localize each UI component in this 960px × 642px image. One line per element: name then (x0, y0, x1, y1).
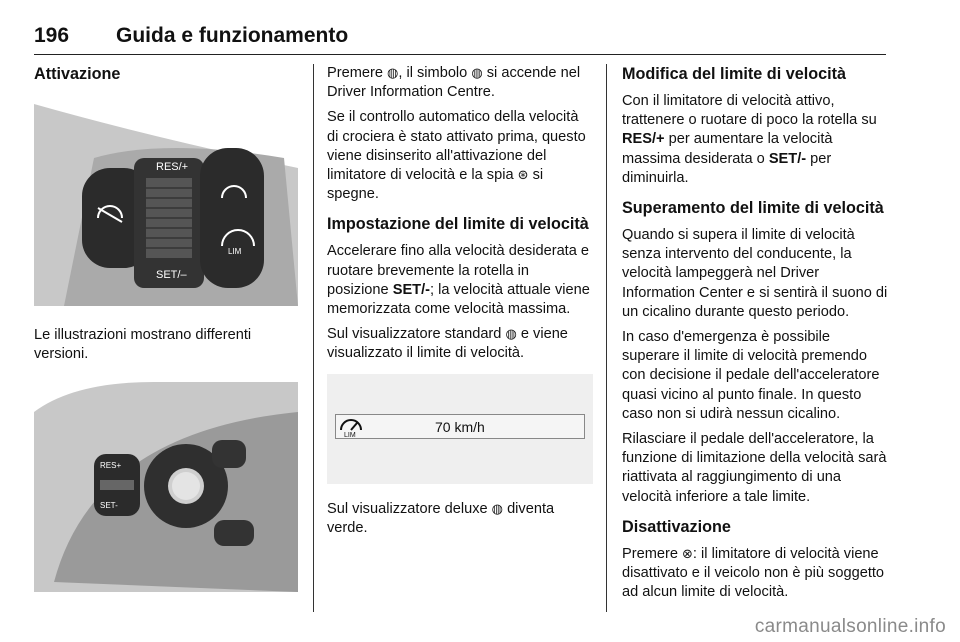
page-number: 196 (34, 24, 70, 47)
display-speed-value: 70 km/h (435, 418, 485, 435)
cancel-icon: ⊗ (682, 545, 693, 561)
page-header (34, 20, 886, 55)
speed-limiter-icon: ◍ (471, 65, 483, 80)
steering-wheel-controls-image-2 (34, 382, 298, 592)
paragraph-press-limiter: Premere ◍, il simbolo ◍ si accende nel Driver Information Centre. (327, 65, 581, 101)
heading-attivazione: Attivazione (34, 65, 121, 83)
paragraph-emergency: In caso d'emergenza è possibile superare il limite di velocità premendo con decisione il pedale dell'acceleratore quasi vicino al punto finale. In questo caso non si udirà nessun cicalino. (622, 329, 880, 422)
paragraph-deactivation: Premere ⊗: il limitatore di velocità viene disattivato e il veicolo non è più soggetto ad alcun limite di velocità. (622, 545, 885, 601)
display-bar (335, 414, 585, 439)
column-divider-1 (313, 64, 314, 612)
chapter-title: Guida e funzionamento (116, 24, 349, 47)
paragraph-standard-display: Sul visualizzatore standard ◍ e viene visualizzato il limite di velocità. (327, 326, 568, 362)
display-lim-label: LIM (344, 431, 356, 438)
heading-exceed-limit: Superamento del limite di velocità (622, 199, 884, 218)
paragraph-accelerate: Accelerare fino alla velocità desiderata e ruotare brevemente la rotella in posizione SET/-; la velocità attuale viene memorizzata come velocità massima. (327, 243, 590, 318)
res-plus-label-2: RES+ (100, 461, 122, 471)
lim-label: LIM (228, 247, 242, 256)
paragraph-cruise-disabled: Se il controllo automatico della velocità di crociera è stato attivato prima, questo viene disinserito all'attivazione del limitatore di velocità e la spia ⊛ si spegne. (327, 109, 586, 203)
heading-set-limit: Impostazione del limite di velocità (327, 215, 589, 234)
steering-wheel-illustration-2 (34, 382, 298, 592)
caption-versions: Le illustrazioni mostrano differenti versioni. (34, 327, 252, 363)
column-1 (34, 64, 300, 592)
set-minus-label-2: SET- (100, 501, 118, 511)
heading-deactivation: Disattivazione (622, 517, 731, 536)
steering-wheel-controls-image-1 (34, 98, 298, 306)
column-3 (622, 64, 890, 608)
heading-modify-limit: Modifica del limite di velocità (622, 65, 846, 83)
speed-limiter-icon (338, 416, 364, 444)
cruise-off-icon: ⊛ (517, 167, 529, 183)
speed-limiter-icon: ◍ (491, 500, 504, 516)
paragraph-modify-limit: Con il limitatore di velocità attivo, trattenere o ruotare di poco la rotella su RES/+ per aumentare la velocità massima desiderata o SET/- per diminuirla. (622, 93, 877, 186)
watermark: carmanualsonline.info (754, 616, 946, 637)
speed-limiter-icon: ◍ (387, 65, 399, 80)
column-divider-2 (606, 64, 607, 612)
paragraph-exceed-limit: Quando si supera il limite di velocità senza intervento del conducente, la velocità lampeggerà nel Driver Information Center e si sentirà il suono di un cicalino durante questo periodo. (622, 227, 888, 320)
steering-wheel-illustration-1 (34, 98, 298, 306)
res-plus-label: RES/+ (156, 161, 189, 173)
set-minus-label: SET/– (156, 269, 187, 281)
speed-limiter-icon: ◍ (505, 326, 517, 342)
paragraph-deluxe-display: Sul visualizzatore deluxe ◍ diventa verde. (327, 500, 555, 536)
column-2 (327, 64, 593, 544)
paragraph-release-pedal: Rilasciare il pedale dell'acceleratore, la funzione di limitazione della velocità sarà riattivata al raggiungimento di una velocità inferiore a tale limite. (622, 431, 887, 505)
driver-info-display (327, 374, 593, 484)
